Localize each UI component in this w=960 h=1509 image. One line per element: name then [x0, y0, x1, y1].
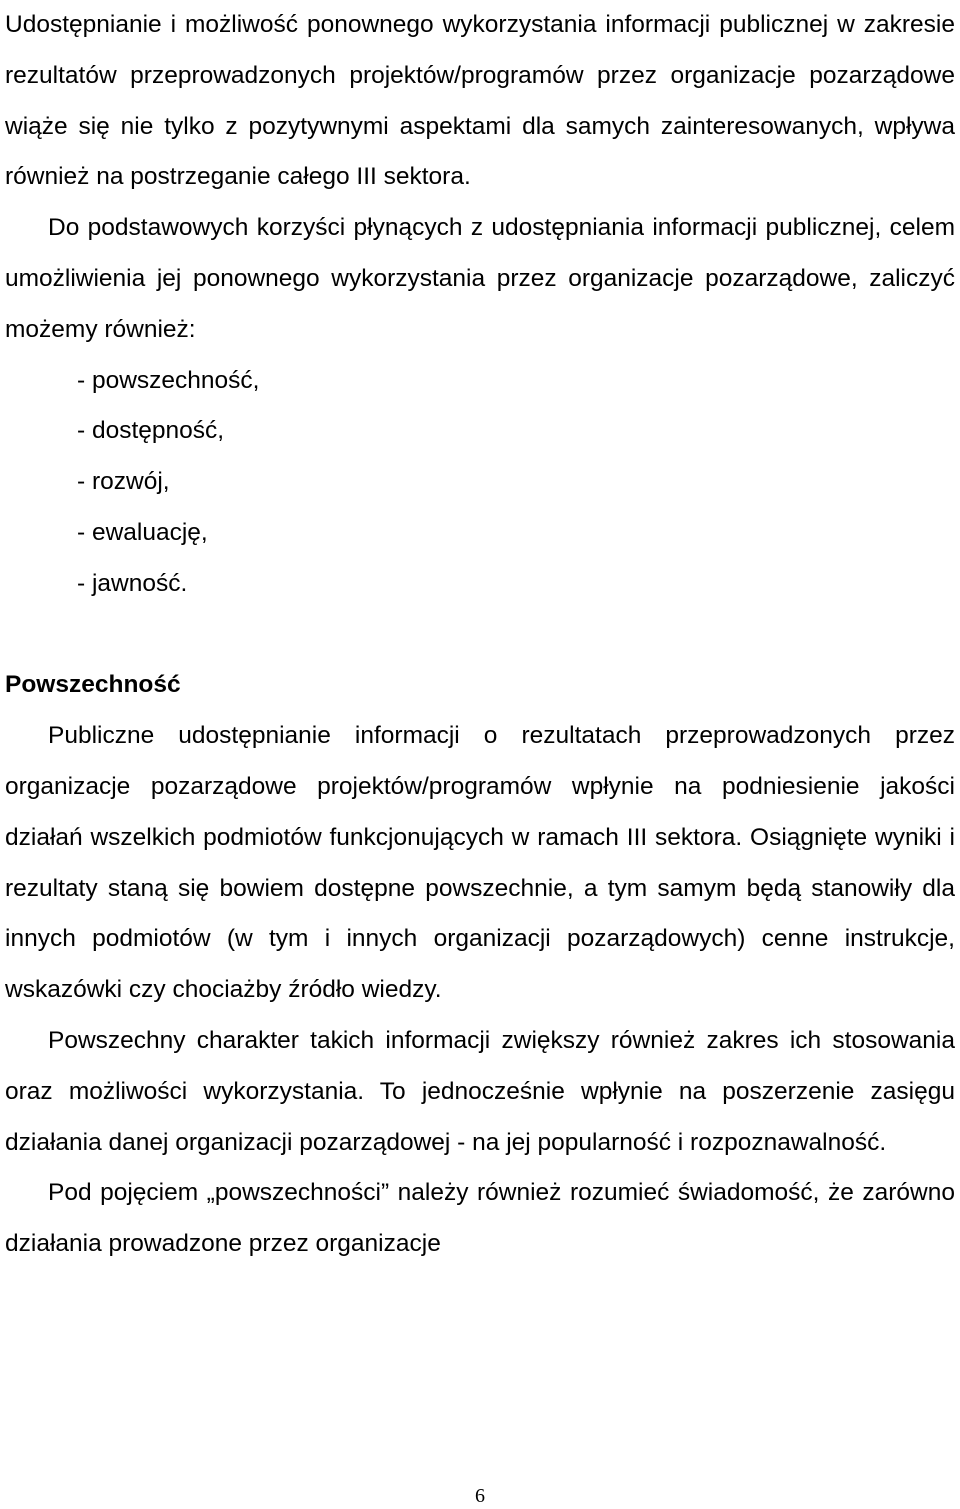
list-item: - ewaluację, [77, 518, 208, 546]
document-body [5, 0, 955, 1270]
page-number: 6 [475, 1485, 485, 1507]
section-heading: Powszechność [5, 671, 181, 699]
paragraph-intro: Udostępnianie i możliwość ponownego wykorzystania informacji publicznej w zakresie rezultatów przeprowadzonych projektów/programów przez organizacje pozarządowe wiąże się nie tylko z pozytywnymi aspektami dla samych zainteresowanych, wpływa również na postrzeganie całego III sektora. [5, 11, 955, 191]
section-paragraph: Pod pojęciem „powszechności” należy również rozumieć świadomość, że zarówno działania prowadzone przez organizacje [5, 1179, 955, 1258]
list-item: - powszechność, [77, 366, 260, 394]
section-paragraph: Publiczne udostępnianie informacji o rezultatach przeprowadzonych przez organizacje pozarządowe projektów/programów wpłynie na podniesienie jakości działań wszelkich podmiotów funkcjonujących w ramach III sektora. Osiągnięte wyniki i rezultaty staną się bowiem dostępne powszechnie, a tym samym będą stanowiły dla innych podmiotów (w tym i innych organizacji pozarządowych) cenne instrukcje, wskazówki czy chociażby źródło wiedzy. [5, 722, 955, 1004]
list-item: - jawność. [77, 569, 188, 597]
section-paragraph: Powszechny charakter takich informacji zwiększy również zakres ich stosowania oraz możliwości wykorzystania. To jednocześnie wpłynie na poszerzenie zasięgu działania danej organizacji pozarządowej - na jej popularność i rozpoznawalność. [5, 1026, 955, 1156]
list-item: - rozwój, [77, 468, 170, 496]
benefits-list [5, 356, 955, 610]
list-item: - dostępność, [77, 417, 225, 445]
paragraph-benefits-intro: Do podstawowych korzyści płynących z udostępniania informacji publicznej, celem umożliwienia jej ponownego wykorzystania przez organizacje pozarządowe, zaliczyć możemy również: [5, 214, 955, 343]
